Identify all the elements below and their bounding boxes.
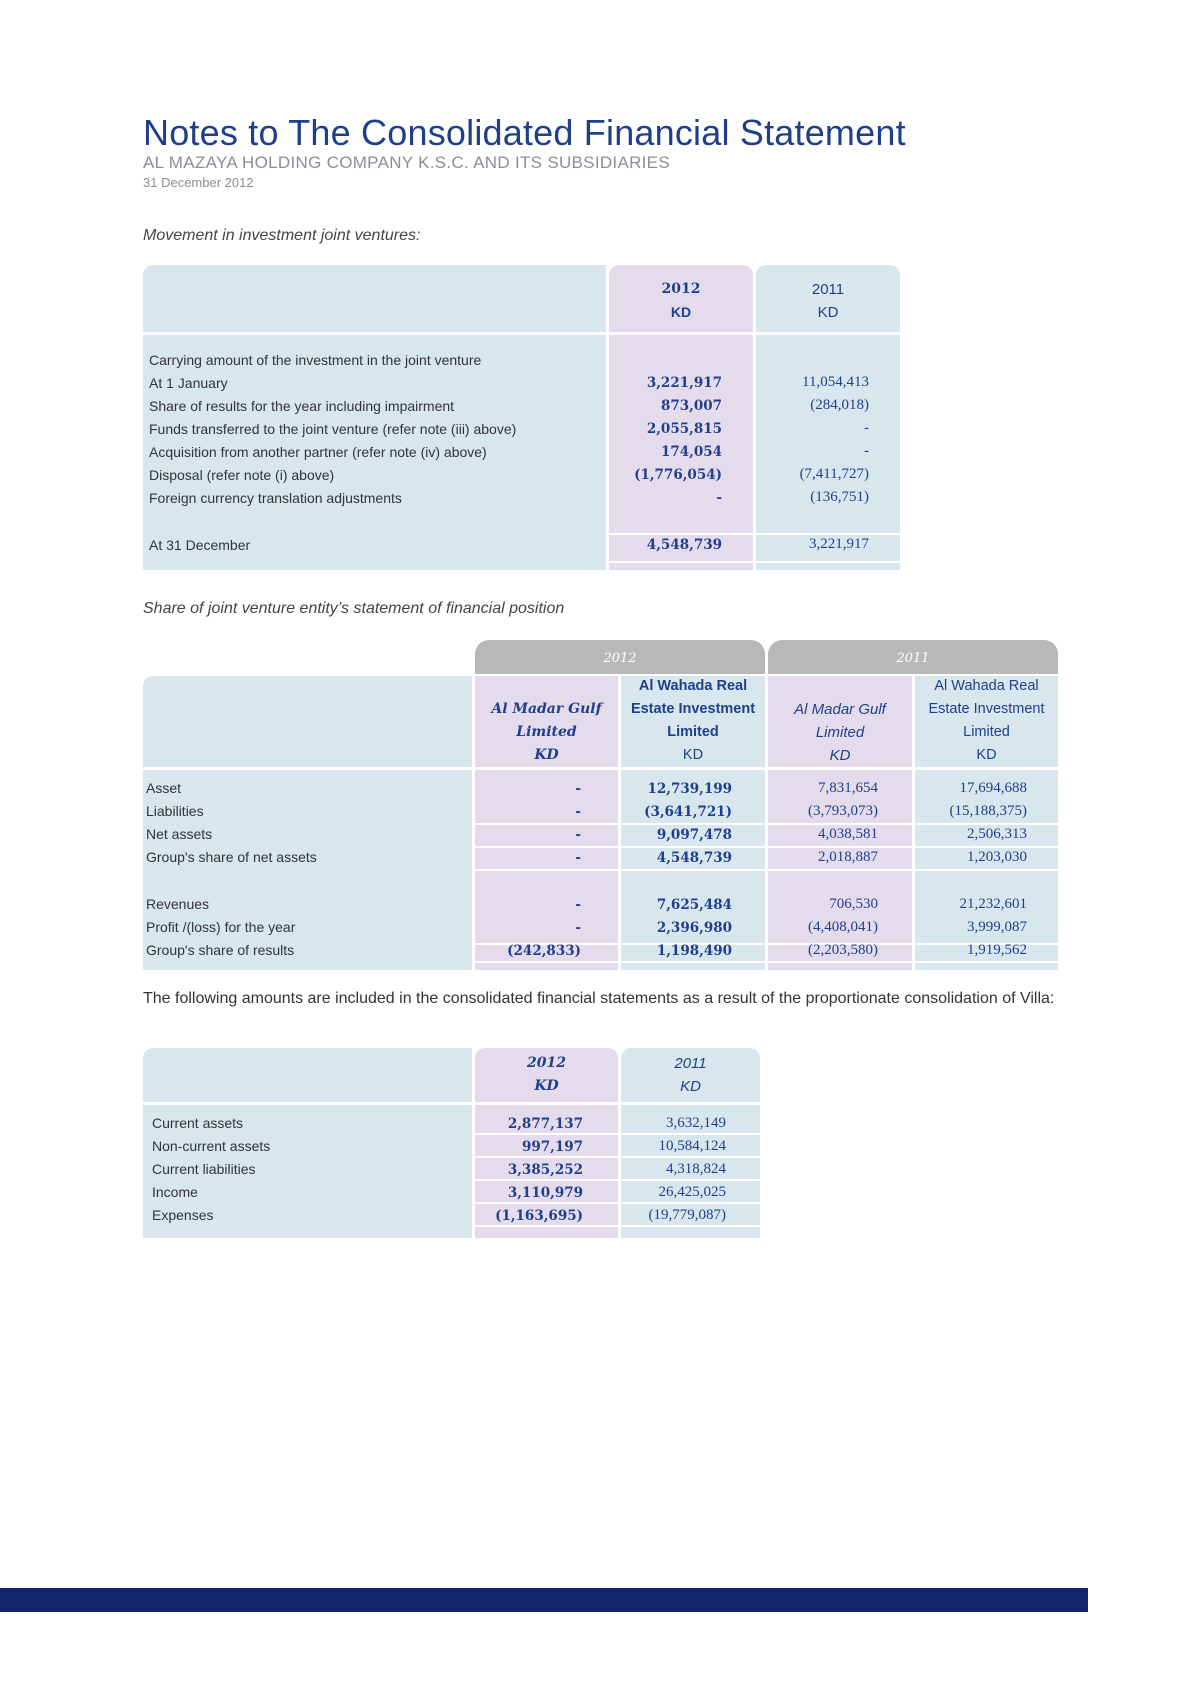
statement-date: 31 December 2012 xyxy=(143,175,254,190)
table1-caption: Movement in investment joint ventures: xyxy=(143,227,421,244)
t2-col-madar-2011: Al Madar Gulf Limited KD xyxy=(794,701,886,764)
t1-heading-row: Carrying amount of the investment in the joint venture xyxy=(149,352,482,368)
t3-year-2012: 2012 KD xyxy=(527,1055,566,1094)
footer-bar xyxy=(0,1588,1088,1612)
t2-year-2011: 2011 xyxy=(896,651,930,666)
t1-unit-2011: KD xyxy=(817,304,839,321)
t2-col-wahada-2011: Al Wahada Real Estate Investment Limited KD xyxy=(928,678,1045,763)
company-name: AL MAZAYA HOLDING COMPANY K.S.C. AND ITS SUBSIDIARIES xyxy=(143,153,670,172)
t1-year-2011: 2011 xyxy=(811,281,845,298)
t3-year-2011: 2011 KD xyxy=(674,1055,707,1095)
t2-col-madar-2012: Al Madar Gulf Limited KD xyxy=(491,701,602,763)
t1-year-2012: 2012 xyxy=(661,281,701,297)
page-title: Notes to The Consolidated Financial Statement xyxy=(143,112,906,153)
table2-caption: Share of joint venture entity’s statement of financial position xyxy=(143,600,565,617)
t2-col-wahada-2012: Al Wahada Real Estate Investment Limited KD xyxy=(630,678,756,763)
t2-year-2012: 2012 xyxy=(603,651,637,666)
t1-unit-2012: KD xyxy=(670,304,692,320)
villa-paragraph: The following amounts are included in the consolidated financial statements as a result of the proportionate consolidation of Villa: xyxy=(143,990,1055,1007)
